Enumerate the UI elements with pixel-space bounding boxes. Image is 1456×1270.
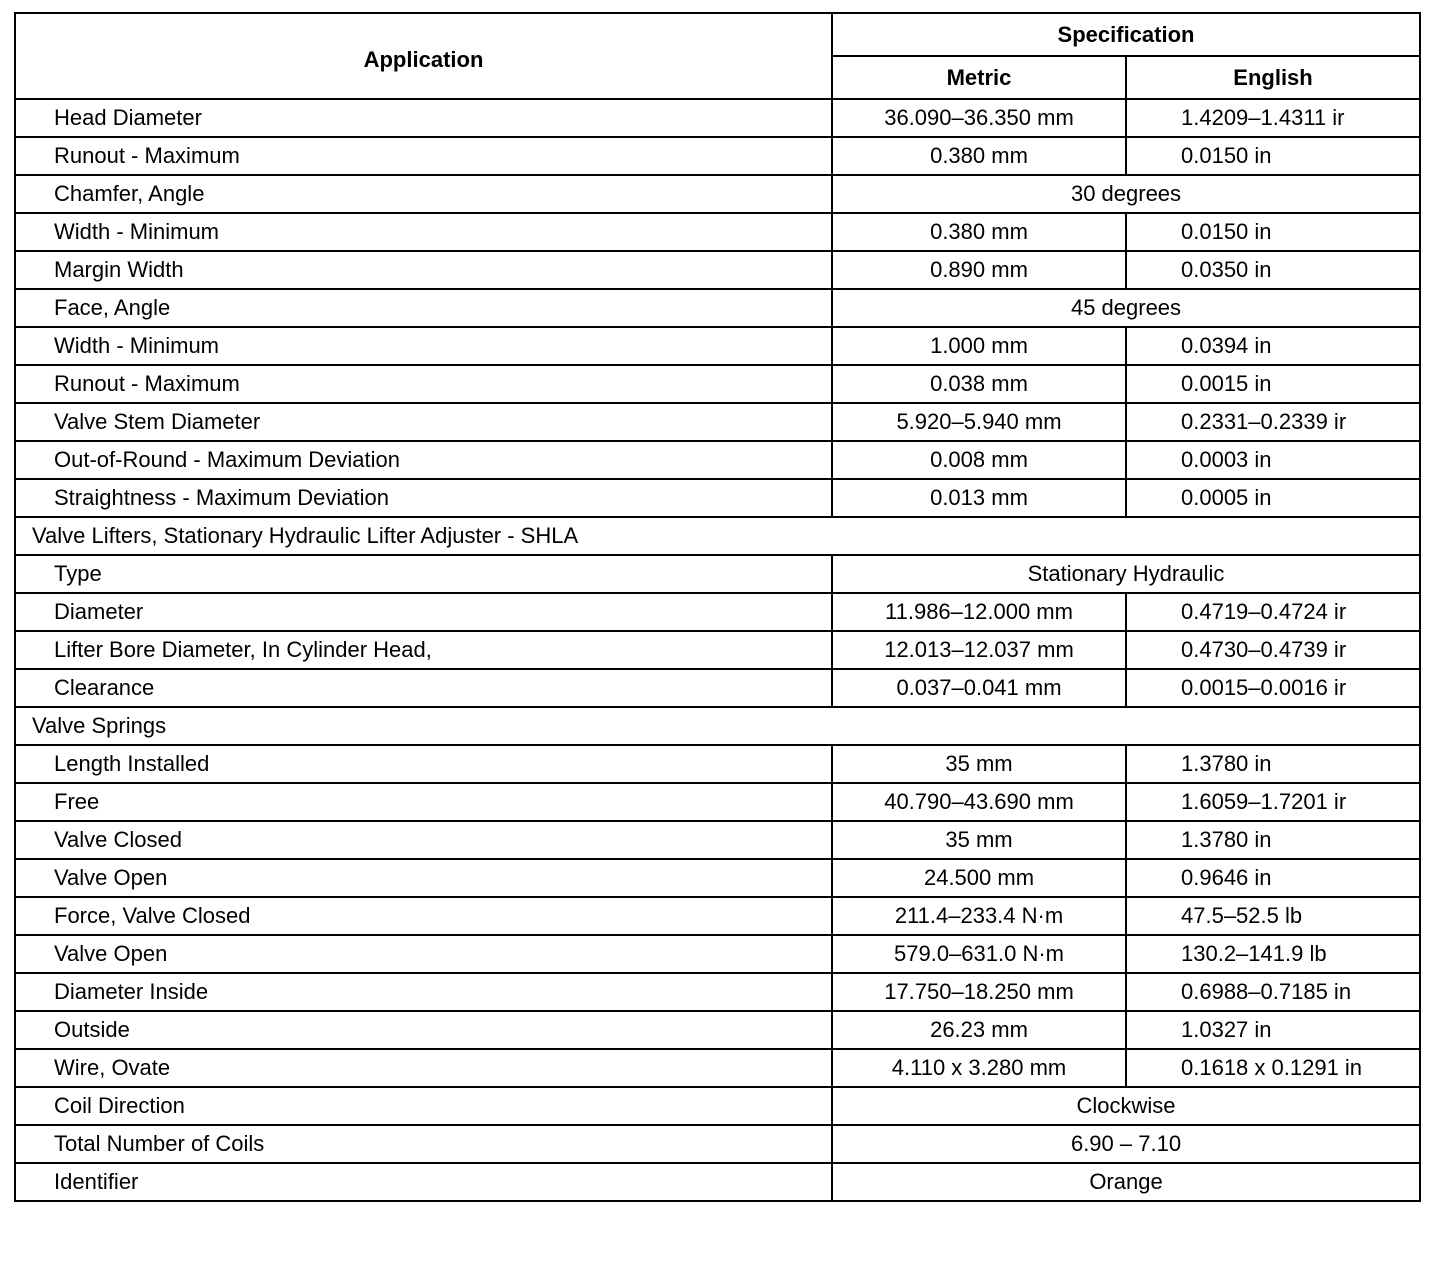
table-row: [15, 175, 1420, 213]
table-row: [15, 479, 1420, 517]
english-cell: 0.6988–0.7185 in: [1126, 973, 1420, 1011]
application-cell: Valve Open: [15, 859, 832, 897]
application-cell: Chamfer, Angle: [15, 175, 832, 213]
table-row: [15, 669, 1420, 707]
metric-cell: 0.380 mm: [832, 213, 1126, 251]
spec-value-cell: Stationary Hydraulic: [832, 555, 1420, 593]
application-cell: Coil Direction: [15, 1087, 832, 1125]
metric-cell: 36.090–36.350 mm: [832, 99, 1126, 137]
application-cell: Runout - Maximum: [15, 365, 832, 403]
table-row: [15, 631, 1420, 669]
application-cell: Clearance: [15, 669, 832, 707]
table-row: [15, 289, 1420, 327]
table-row: [15, 327, 1420, 365]
application-cell: Diameter: [15, 593, 832, 631]
application-cell: Force, Valve Closed: [15, 897, 832, 935]
english-cell: 47.5–52.5 lb: [1126, 897, 1420, 935]
table-row: [15, 99, 1420, 137]
spec-value-cell: 45 degrees: [832, 289, 1420, 327]
english-cell: 1.0327 in: [1126, 1011, 1420, 1049]
table-row: [15, 137, 1420, 175]
application-cell: Outside: [15, 1011, 832, 1049]
application-cell: Runout - Maximum: [15, 137, 832, 175]
table-row: [15, 365, 1420, 403]
spec-value-cell: 6.90 – 7.10: [832, 1125, 1420, 1163]
english-cell: 0.0150 in: [1126, 213, 1420, 251]
english-cell: 0.0350 in: [1126, 251, 1420, 289]
table-row: [15, 783, 1420, 821]
english-cell: 0.0015–0.0016 ir: [1126, 669, 1420, 707]
section-row: [15, 517, 1420, 555]
metric-cell: 12.013–12.037 mm: [832, 631, 1126, 669]
header-row-1: [15, 13, 1420, 56]
table-row: [15, 935, 1420, 973]
spec-sheet: [14, 12, 1419, 1202]
english-cell: 0.0394 in: [1126, 327, 1420, 365]
table-row: [15, 1163, 1420, 1201]
spec-value-cell: Clockwise: [832, 1087, 1420, 1125]
application-cell: Type: [15, 555, 832, 593]
english-cell: 0.2331–0.2339 ir: [1126, 403, 1420, 441]
metric-cell: 24.500 mm: [832, 859, 1126, 897]
english-cell: 0.1618 x 0.1291 in: [1126, 1049, 1420, 1087]
table-row: [15, 821, 1420, 859]
application-cell: Valve Closed: [15, 821, 832, 859]
application-cell: Width - Minimum: [15, 327, 832, 365]
metric-cell: 579.0–631.0 N·m: [832, 935, 1126, 973]
table-row: [15, 1011, 1420, 1049]
english-cell: 130.2–141.9 lb: [1126, 935, 1420, 973]
english-cell: 0.0015 in: [1126, 365, 1420, 403]
metric-header: Metric: [832, 56, 1126, 99]
metric-cell: 35 mm: [832, 821, 1126, 859]
application-cell: Length Installed: [15, 745, 832, 783]
table-row: [15, 1125, 1420, 1163]
table-row: [15, 213, 1420, 251]
english-cell: 0.4730–0.4739 ir: [1126, 631, 1420, 669]
english-header: English: [1126, 56, 1420, 99]
metric-cell: 26.23 mm: [832, 1011, 1126, 1049]
application-cell: Valve Stem Diameter: [15, 403, 832, 441]
application-cell: Head Diameter: [15, 99, 832, 137]
section-label: Valve Lifters, Stationary Hydraulic Lifter Adjuster - SHLA: [15, 517, 1420, 555]
metric-cell: 40.790–43.690 mm: [832, 783, 1126, 821]
english-cell: 0.0005 in: [1126, 479, 1420, 517]
spec-body: [15, 99, 1420, 1201]
table-row: [15, 441, 1420, 479]
table-row: [15, 555, 1420, 593]
metric-cell: 0.013 mm: [832, 479, 1126, 517]
metric-cell: 1.000 mm: [832, 327, 1126, 365]
table-row: [15, 251, 1420, 289]
metric-cell: 17.750–18.250 mm: [832, 973, 1126, 1011]
section-label: Valve Springs: [15, 707, 1420, 745]
specification-header: Specification: [832, 13, 1420, 56]
metric-cell: 211.4–233.4 N·m: [832, 897, 1126, 935]
english-cell: 0.0003 in: [1126, 441, 1420, 479]
table-row: [15, 1087, 1420, 1125]
application-cell: Diameter Inside: [15, 973, 832, 1011]
application-cell: Width - Minimum: [15, 213, 832, 251]
metric-cell: 35 mm: [832, 745, 1126, 783]
application-cell: Identifier: [15, 1163, 832, 1201]
table-row: [15, 897, 1420, 935]
application-cell: Lifter Bore Diameter, In Cylinder Head,: [15, 631, 832, 669]
application-cell: Face, Angle: [15, 289, 832, 327]
english-cell: 1.4209–1.4311 ir: [1126, 99, 1420, 137]
table-row: [15, 403, 1420, 441]
metric-cell: 4.110 x 3.280 mm: [832, 1049, 1126, 1087]
table-row: [15, 973, 1420, 1011]
metric-cell: 0.380 mm: [832, 137, 1126, 175]
metric-cell: 5.920–5.940 mm: [832, 403, 1126, 441]
english-cell: 1.6059–1.7201 ir: [1126, 783, 1420, 821]
application-header: Application: [15, 13, 832, 99]
english-cell: 0.4719–0.4724 ir: [1126, 593, 1420, 631]
spec-value-cell: 30 degrees: [832, 175, 1420, 213]
metric-cell: 0.008 mm: [832, 441, 1126, 479]
table-row: [15, 745, 1420, 783]
metric-cell: 0.890 mm: [832, 251, 1126, 289]
metric-cell: 0.037–0.041 mm: [832, 669, 1126, 707]
metric-cell: 11.986–12.000 mm: [832, 593, 1126, 631]
application-cell: Free: [15, 783, 832, 821]
metric-cell: 0.038 mm: [832, 365, 1126, 403]
english-cell: 1.3780 in: [1126, 745, 1420, 783]
valve-spec-table: [14, 12, 1421, 1202]
table-row: [15, 1049, 1420, 1087]
application-cell: Straightness - Maximum Deviation: [15, 479, 832, 517]
application-cell: Out-of-Round - Maximum Deviation: [15, 441, 832, 479]
spec-value-cell: Orange: [832, 1163, 1420, 1201]
application-cell: Valve Open: [15, 935, 832, 973]
section-row: [15, 707, 1420, 745]
english-cell: 0.0150 in: [1126, 137, 1420, 175]
table-row: [15, 859, 1420, 897]
english-cell: 1.3780 in: [1126, 821, 1420, 859]
application-cell: Total Number of Coils: [15, 1125, 832, 1163]
application-cell: Wire, Ovate: [15, 1049, 832, 1087]
application-cell: Margin Width: [15, 251, 832, 289]
table-row: [15, 593, 1420, 631]
english-cell: 0.9646 in: [1126, 859, 1420, 897]
